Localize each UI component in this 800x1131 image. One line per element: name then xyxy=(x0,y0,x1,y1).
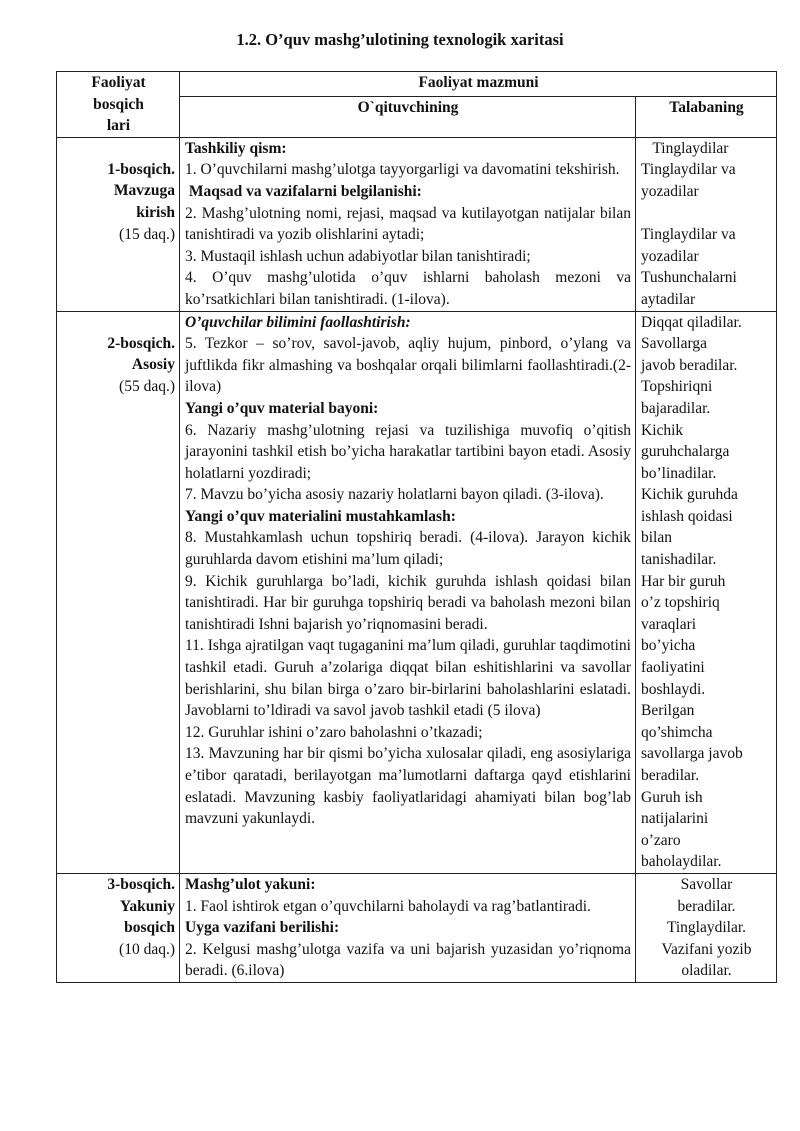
header-student: Talabaning xyxy=(636,96,777,137)
header-stage-line: Faoliyat xyxy=(91,74,146,91)
student-activities xyxy=(636,311,777,873)
student-line: Savollar xyxy=(680,875,733,893)
stage-name-line: kirish xyxy=(136,203,175,221)
section-heading: Maqsad va vazifalarni belgilanishi: xyxy=(185,182,422,200)
student-line: faoliyatini xyxy=(641,659,705,677)
stage-time: (10 daq.) xyxy=(119,940,175,958)
activity-item: 4. O’quv mashg’ulotida o’quv ishlarni baholash mezoni va ko’rsatkichlari bilan tanishtiradi. (1-ilova). xyxy=(185,269,631,308)
stage-name-line: 3-bosqich. xyxy=(107,875,175,893)
section-heading: O’quvchilar bilimini faollashtirish: xyxy=(185,313,411,331)
student-line: guruhchalarga xyxy=(641,443,730,461)
technology-map-table xyxy=(56,71,777,983)
student-line: Har bir guruh xyxy=(641,572,726,590)
student-line: bo’linadilar. xyxy=(641,464,717,482)
student-line: javob beradilar. xyxy=(641,356,738,374)
student-line: varaqlari xyxy=(641,615,697,633)
stage-row-3 xyxy=(57,873,777,982)
activity-item: 7. Mavzu bo’yicha asosiy nazariy holatlarni bayon qiladi. (3-ilova). xyxy=(185,486,604,504)
student-line: Berilgan xyxy=(641,702,695,720)
activity-item: 3. Mustaqil ishlash uchun adabiyotlar bilan tanishtiradi; xyxy=(185,247,531,265)
section-heading: Mashg’ulot yakuni: xyxy=(185,875,316,893)
stage-time: (15 daq.) xyxy=(119,225,175,243)
student-line: bo’yicha xyxy=(641,637,696,655)
stage-cell xyxy=(57,873,180,982)
student-line: natijalarini xyxy=(641,810,709,828)
section-heading: Yangi o’quv materialini mustahkamlash: xyxy=(185,507,456,525)
student-line: yozadilar xyxy=(641,182,699,200)
student-activities xyxy=(636,873,777,982)
teacher-activities xyxy=(180,311,636,873)
student-line: Tushunchalarni xyxy=(641,269,737,287)
activity-item: 2. Mashg’ulotning nomi, rejasi, maqsad va kutilayotgan natijalar bilan tanishtiradi va yozib olishlarini aytadi; xyxy=(185,204,631,244)
activity-item: 1. O’quvchilarni mashg’ulotga tayyorgarligi va davomatini tekshirish. xyxy=(185,161,620,179)
stage-cell xyxy=(57,311,180,873)
student-activities xyxy=(636,137,777,311)
activity-item: 12. Guruhlar ishini o’zaro baholashni o’tkazadi; xyxy=(185,723,483,741)
student-line: oladilar. xyxy=(681,962,732,980)
stage-time: (55 daq.) xyxy=(119,377,175,395)
section-heading: Tashkiliy qism: xyxy=(185,139,287,157)
student-line: Vazifani yozib xyxy=(661,940,752,958)
section-heading: Yangi o’quv material bayoni: xyxy=(185,399,379,417)
header-activity-content: Faoliyat mazmuni xyxy=(180,72,777,97)
header-teacher: O`qituvchining xyxy=(180,96,636,137)
stage-cell xyxy=(57,137,180,311)
student-line: yozadilar xyxy=(641,247,699,265)
student-line: Topshiriqni xyxy=(641,378,713,396)
student-line: beradilar. xyxy=(677,897,736,915)
student-line: savollarga javob xyxy=(641,745,743,763)
page-title: 1.2. O’quv mashg’ulotining texnologik xaritasi xyxy=(236,30,564,49)
student-line: o’z topshiriq xyxy=(641,594,720,612)
student-line: Tinglaydilar va xyxy=(641,161,736,179)
activity-item: 9. Kichik guruhlarga bo’ladi, kichik guruhda ishlash qoidasi bilan tanishtiradi. Har bir guruhga topshiriq beradi va baholash mezoni bilan tanishtiradi Ishni bajarish yo’riqnomasini beradi. xyxy=(185,572,631,633)
stage-name-line: 1-bosqich. xyxy=(107,160,175,178)
student-line: Kichik guruhda xyxy=(641,486,738,504)
student-line: aytadilar xyxy=(641,290,696,308)
student-line: beradilar. xyxy=(641,767,700,784)
student-line xyxy=(641,203,772,225)
activity-item: 6. Nazariy mashg’ulotning rejasi va tuzilishiga muvofiq o’qitish jarayonini tashkil etish bo’yicha harakatlar tartibini bayon etadi. Asosiy holatlarni yozdiradi; xyxy=(185,421,631,482)
teacher-activities xyxy=(180,137,636,311)
student-line: tanishadilar. xyxy=(641,551,717,569)
teacher-activities xyxy=(180,873,636,982)
student-line: ishlash qoidasi xyxy=(641,507,733,525)
activity-item: 8. Mustahkamlash uchun topshiriq beradi. (4-ilova). Jarayon kichik guruhlarda davom etishini ma’lum qiladi; xyxy=(185,529,631,569)
student-line: Tinglaydilar va xyxy=(641,226,736,244)
stage-name-line: Mavzuga xyxy=(113,182,175,200)
student-line: bajaradilar. xyxy=(641,399,711,417)
header-row-1 xyxy=(57,72,777,97)
stage-row-2 xyxy=(57,311,777,873)
stage-name-line: Asosiy xyxy=(131,356,175,374)
header-stage-line: lari xyxy=(106,117,131,135)
activity-item: 2. Kelgusi mashg’ulotga vazifa va uni bajarish yuzasidan yo’riqnoma beradi. (6.ilova) xyxy=(185,940,631,980)
student-line: qo’shimcha xyxy=(641,723,713,741)
header-stage-cell xyxy=(57,72,180,138)
activity-item: 1. Faol ishtirok etgan o’quvchilarni baholaydi va rag’batlantiradi. xyxy=(185,897,591,915)
stage-name-line: Yakuniy xyxy=(119,897,175,915)
activity-item: 5. Tezkor – so’rov, savol-javob, aqliy hujum, pinbord, o’ylang va juftlikda fikr almashing va boshqalar orqali bilimlarni faollashtiradi.(2-ilova) xyxy=(185,335,631,396)
section-heading: Uyga vazifani berilishi: xyxy=(185,919,340,937)
student-line: Kichik xyxy=(641,421,684,439)
student-line: Savollarga xyxy=(641,335,708,353)
student-line: bilan xyxy=(641,529,672,547)
student-line: Tinglaydilar. xyxy=(666,919,747,937)
stage-name-line: 2-bosqich. xyxy=(107,334,175,352)
student-line: Diqqat qiladilar. xyxy=(641,313,742,331)
activity-item: 11. Ishga ajratilgan vaqt tugaganini ma’lum qiladi, guruhlar taqdimotini tashkil etadi. Guruh a’zolariga diqqat bilan eshitishlarini va savollar berishlarini, shu bilan birga o’zaro bir-birlarini baholashlarini eslatadi. Javoblarni to’ldiradi va savol javob tashkil etadi (5 ilova) xyxy=(185,637,631,720)
student-line: o’zaro xyxy=(641,831,681,849)
student-line: boshlaydi. xyxy=(641,680,706,698)
header-stage-line: bosqich xyxy=(93,95,144,113)
stage-name-line: bosqich xyxy=(124,919,175,937)
activity-item: 13. Mavzuning har bir qismi bo’yicha xulosalar qiladi, eng asosiylariga e’tibor qaratadi, berilayotgan ma’lumotlarni daftarga qayd etishlarini eslatadi. Mavzuning kasbiy faoliyatlaridagi ahamiyati bilan bog’lab mavzuni yakunlaydi. xyxy=(185,745,631,828)
student-line: baholaydilar. xyxy=(641,853,722,871)
student-line: Guruh ish xyxy=(641,788,703,806)
student-line: Tinglaydilar xyxy=(641,139,729,157)
stage-row-1 xyxy=(57,137,777,311)
